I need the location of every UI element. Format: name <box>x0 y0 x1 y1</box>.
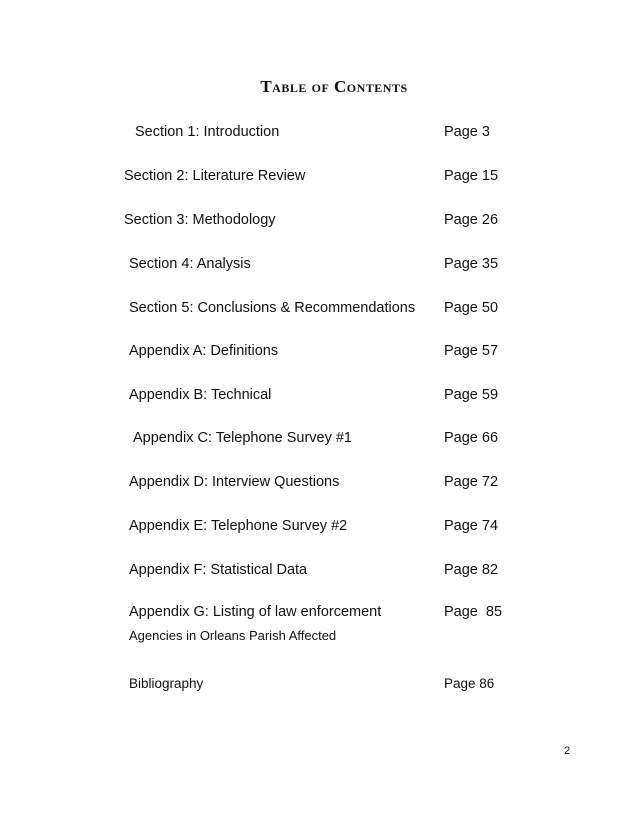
toc-entry-page: Page 3 <box>444 124 490 140</box>
toc-entry-label: Appendix E: Telephone Survey #2 <box>129 518 348 534</box>
toc-entry-label: Appendix F: Statistical Data <box>129 562 308 578</box>
toc-entry-label: Section 4: Analysis <box>129 256 251 272</box>
toc-entry-page: Page 86 <box>444 676 495 691</box>
toc-entry-appendix-a[interactable] <box>0 340 638 362</box>
toc-entry-page: Page 59 <box>444 387 499 403</box>
toc-entry-page: Page 35 <box>444 256 499 272</box>
toc-title: Table of Contents <box>260 77 408 96</box>
page-number: 2 <box>564 745 571 757</box>
toc-entry-appendix-b[interactable] <box>0 384 638 406</box>
toc-entry-label: Section 5: Conclusions & Recommendations <box>129 300 416 316</box>
toc-entry-page: Page 50 <box>444 300 499 316</box>
toc-entry-label: Appendix B: Technical <box>129 387 272 403</box>
toc-entry-label: Appendix A: Definitions <box>129 343 279 359</box>
toc-entry-label: Appendix G: Listing of law enforcement <box>129 604 382 620</box>
toc-entry-section-1[interactable] <box>0 121 638 143</box>
toc-entry-page: Page 74 <box>444 518 499 534</box>
toc-entry-appendix-c[interactable] <box>0 427 638 449</box>
toc-entry-label: Appendix C: Telephone Survey #1 <box>133 430 352 446</box>
toc-entry-continuation: Agencies in Orleans Parish Affected <box>129 628 337 643</box>
toc-entry-section-5[interactable] <box>0 297 638 319</box>
toc-entry-bibliography[interactable] <box>0 673 638 695</box>
toc-entry-appendix-d[interactable] <box>0 471 638 493</box>
toc-entry-label: Section 3: Methodology <box>124 212 276 228</box>
toc-entry-label: Section 2: Literature Review <box>124 168 306 184</box>
toc-entry-appendix-g[interactable] <box>0 601 638 623</box>
toc-entry-appendix-f[interactable] <box>0 559 638 581</box>
toc-entry-appendix-e[interactable] <box>0 515 638 537</box>
toc-entry-label: Section 1: Introduction <box>135 124 280 140</box>
toc-entry-page: Page 15 <box>444 168 499 184</box>
toc-entry-page: Page 72 <box>444 474 499 490</box>
toc-entry-page: Page 26 <box>444 212 499 228</box>
toc-entry-label: Appendix D: Interview Questions <box>129 474 340 490</box>
toc-entry-page: Page 66 <box>444 430 499 446</box>
toc-entry-section-3[interactable] <box>0 209 638 231</box>
toc-entry-section-4[interactable] <box>0 253 638 275</box>
toc-entry-page: Page 82 <box>444 562 499 578</box>
toc-entry-page: Page 85 <box>444 604 503 620</box>
toc-entry-label: Bibliography <box>129 676 204 691</box>
toc-entry-section-2[interactable] <box>0 165 638 187</box>
toc-entry-page: Page 57 <box>444 343 499 359</box>
